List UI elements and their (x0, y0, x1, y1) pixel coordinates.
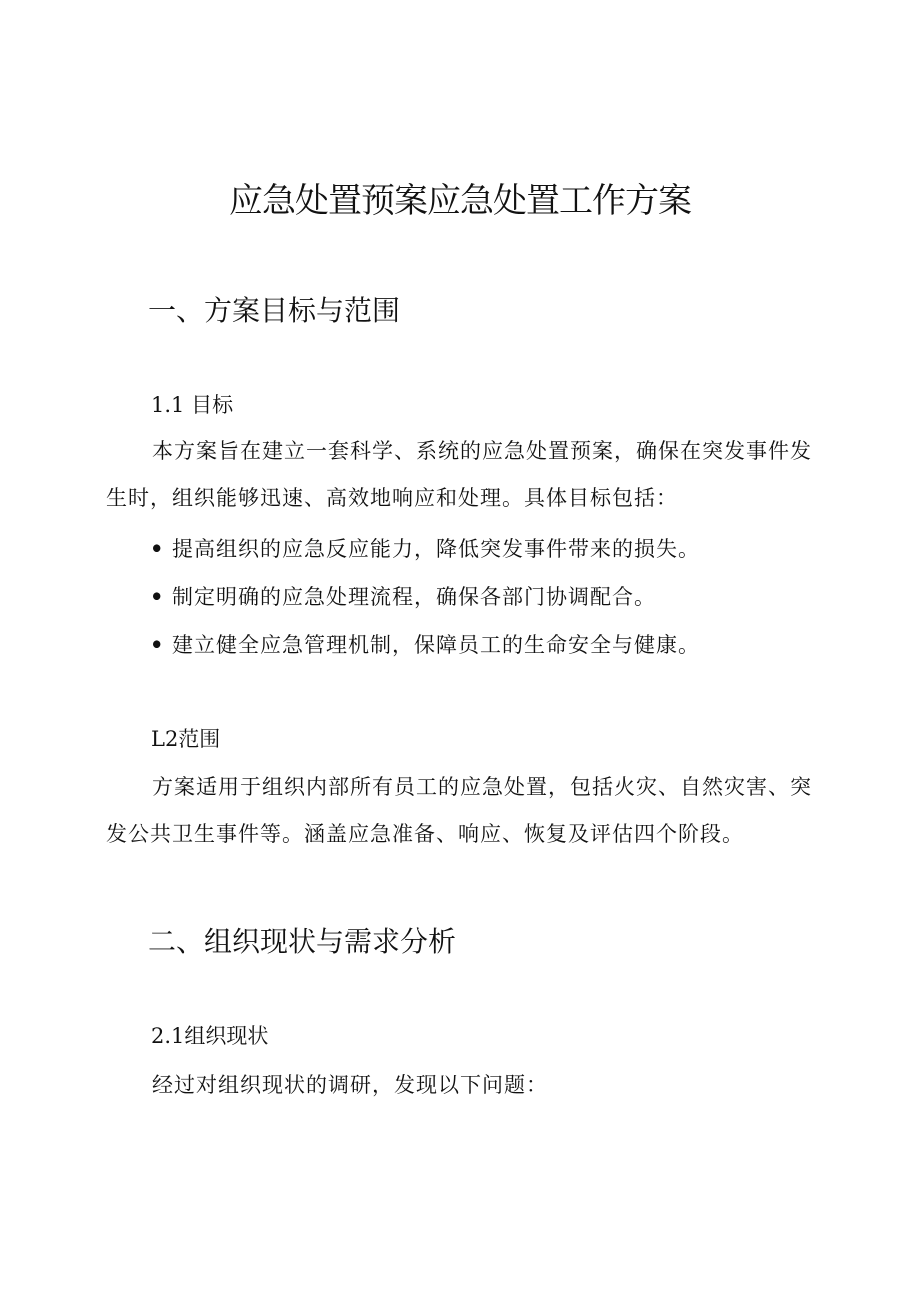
paragraph-goal: 本方案旨在建立一套科学、系统的应急处置预案，确保在突发事件发生时，组织能够迅速、高效地响应和处理。具体目标包括： (106, 439, 812, 510)
list-item (150, 573, 700, 621)
document-title: 应急处置预案应急处置工作方案 (229, 181, 691, 221)
section-heading-1: 一、方案目标与范围 (148, 294, 401, 327)
paragraph-status: 经过对组织现状的调研，发现以下问题： (152, 1073, 548, 1097)
list-item (150, 525, 700, 573)
list-item-text: 制定明确的应急处理流程，确保各部门协调配合。 (172, 585, 656, 609)
list-item-text: 提高组织的应急反应能力，降低突发事件带来的损失。 (172, 537, 700, 561)
section-heading-2: 二、组织现状与需求分析 (148, 925, 457, 958)
paragraph-scope: 方案适用于组织内部所有员工的应急处置，包括火灾、自然灾害、突发公共卫生事件等。涵盖应急准备、响应、恢复及评估四个阶段。 (106, 775, 812, 846)
subsection-heading-1-1: 1.1 目标 (151, 393, 234, 417)
bullet-icon: • (150, 632, 165, 657)
bullet-icon: • (150, 584, 165, 609)
list-item-text: 建立健全应急管理机制，保障员工的生命安全与健康。 (172, 633, 700, 657)
bullet-icon: • (150, 536, 165, 561)
subsection-heading-2-1: 2.1组织现状 (151, 1024, 269, 1048)
list-item (150, 621, 700, 669)
subsection-heading-1-2: L2范围 (151, 727, 221, 751)
goal-list (150, 525, 700, 669)
